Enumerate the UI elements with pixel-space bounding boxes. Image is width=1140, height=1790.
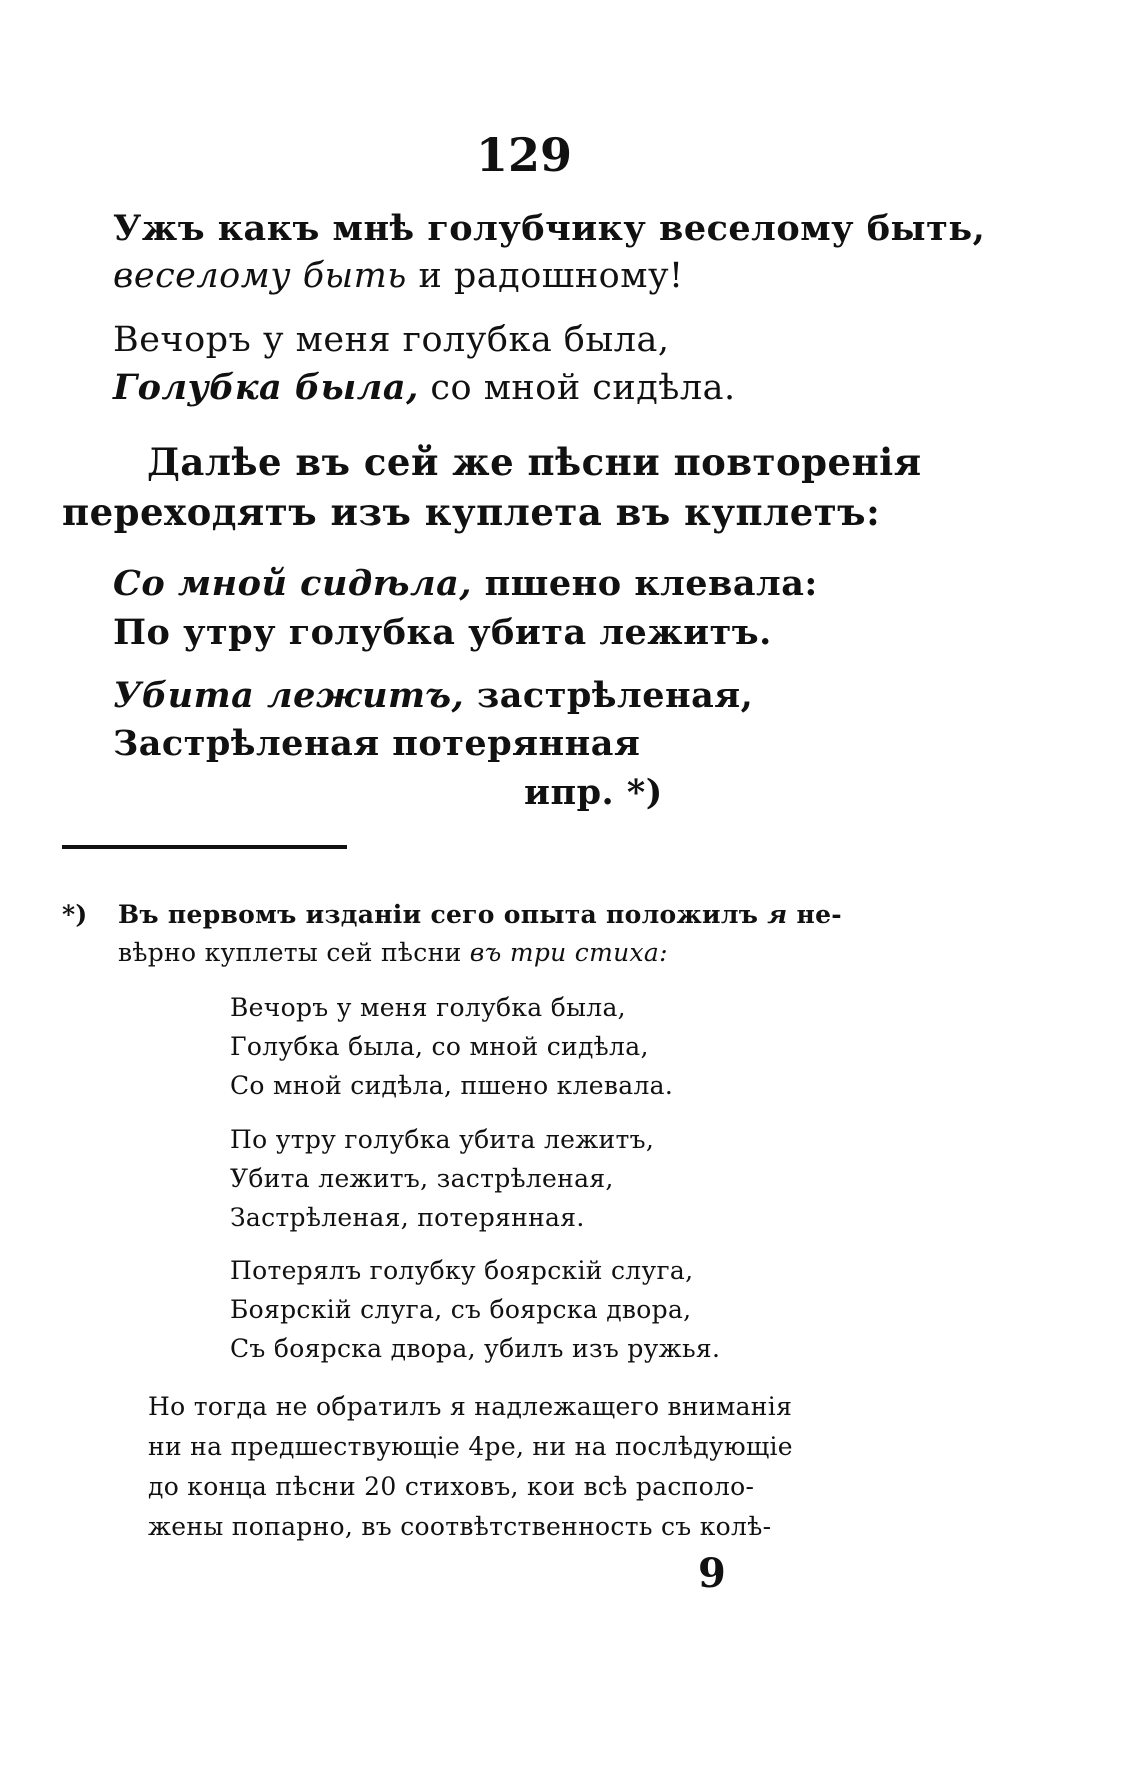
footnote-verse-line: Вечоръ у меня голубка была, bbox=[230, 993, 626, 1022]
footnote-verse-line: По утру голубка убита лежитъ, bbox=[230, 1125, 655, 1154]
signature-mark: 9 bbox=[698, 1550, 726, 1597]
page-number: 129 bbox=[476, 128, 573, 182]
footnote-marker: *) bbox=[62, 900, 88, 929]
footnote-line: Но тогда не обратилъ я надлежащего вниманія bbox=[148, 1392, 793, 1421]
verse-line bbox=[113, 367, 736, 408]
footnote-verse-line: Застрѣленая, потерянная. bbox=[230, 1203, 585, 1232]
verse-line: Вечоръ у меня голубка была, bbox=[113, 320, 670, 360]
footnote-line: до конца пѣсни 20 стиховъ, кои всѣ располо- bbox=[148, 1472, 755, 1501]
verse-line bbox=[113, 256, 684, 296]
footnote-verse-line: Убита лежитъ, застрѣленая, bbox=[230, 1164, 614, 1193]
verse-line bbox=[113, 675, 753, 716]
verse-text: пшено клевала: bbox=[471, 563, 818, 604]
verse-italic: Со мной сидѣла, bbox=[113, 563, 472, 604]
footnote-line: жены попарно, въ соотвѣтственность съ колѣ- bbox=[148, 1512, 772, 1541]
verse-text: и радошному! bbox=[406, 256, 684, 296]
prose-line: переходятъ изъ куплета въ куплетъ: bbox=[62, 490, 881, 534]
verse-italic: Голубка была, bbox=[113, 367, 419, 408]
footnote-verse-line: Со мной сидѣла, пшено клевала. bbox=[230, 1071, 674, 1100]
footnote-text: Въ первомъ изданіи сего опыта положилъ bbox=[118, 900, 768, 929]
verse-italic: веселому быть bbox=[113, 256, 407, 296]
footnote-line bbox=[118, 938, 668, 967]
verse-line: ипр. *) bbox=[524, 772, 663, 813]
verse-line: Застрѣленая потерянная bbox=[113, 723, 641, 764]
verse-line: Ужъ какъ мнѣ голубчику веселому быть, bbox=[113, 208, 986, 249]
footnote-italic: я bbox=[767, 900, 788, 929]
verse-line bbox=[113, 563, 818, 604]
footnote-line: ни на предшествующіе 4ре, ни на послѣдующіе bbox=[148, 1432, 793, 1461]
verse-text: со мной сидѣла. bbox=[418, 368, 736, 408]
footnote-verse-line: Голубка была, со мной сидѣла, bbox=[230, 1032, 649, 1061]
verse-line: По утру голубка убита лежитъ. bbox=[113, 612, 772, 653]
verse-text: застрѣленая, bbox=[464, 675, 754, 716]
footnote-verse-line: Потерялъ голубку боярскій слуга, bbox=[230, 1256, 694, 1285]
footnote-verse-line: Съ боярска двора, убилъ изъ ружья. bbox=[230, 1334, 721, 1363]
footnote-line bbox=[118, 900, 842, 929]
footnote-italic: въ три стиха: bbox=[469, 938, 668, 967]
footnote-divider bbox=[62, 845, 347, 849]
footnote-verse-line: Боярскій слуга, съ боярска двора, bbox=[230, 1295, 692, 1324]
prose-line: Далѣе въ сей же пѣсни повторенія bbox=[147, 440, 922, 484]
footnote-text: не- bbox=[787, 900, 842, 929]
footnote-text: вѣрно куплеты сей пѣсни bbox=[118, 938, 470, 967]
verse-italic: Убита лежитъ, bbox=[113, 675, 465, 716]
